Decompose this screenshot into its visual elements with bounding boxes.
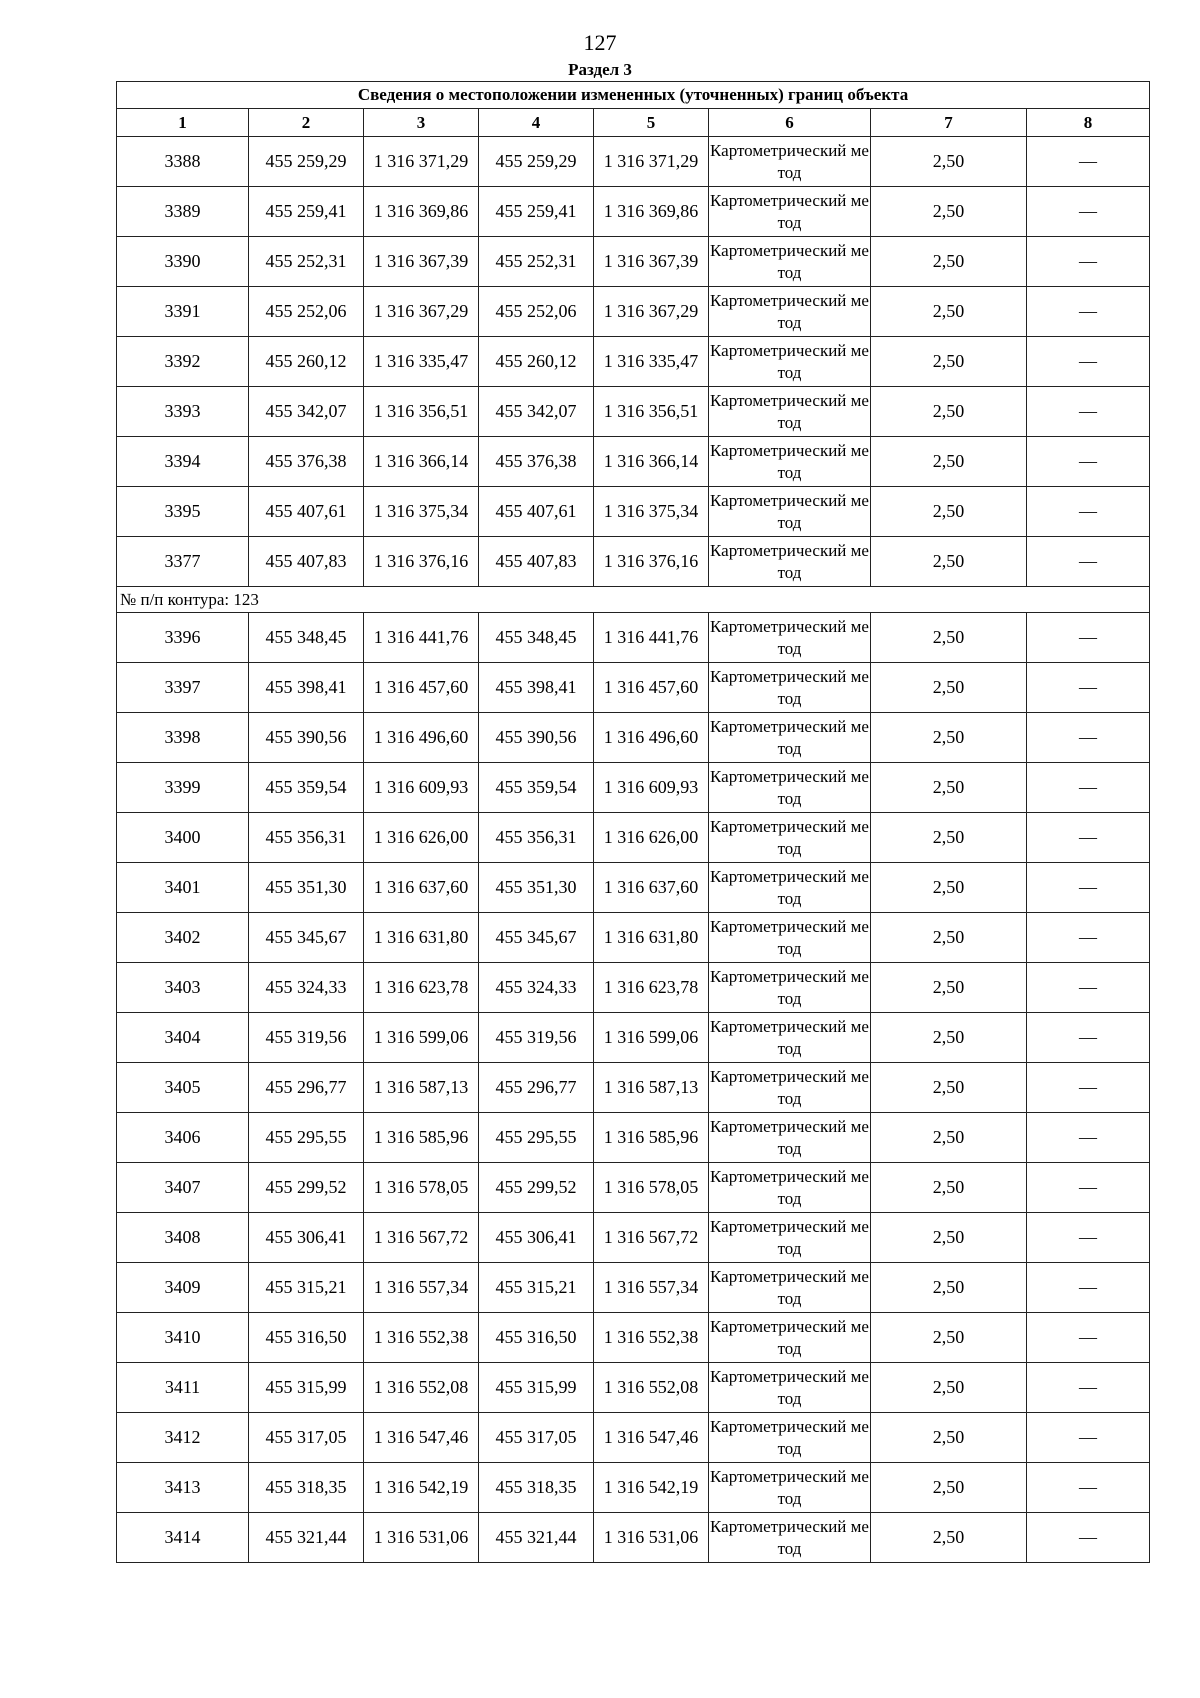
table-cell: 455 295,55	[249, 1113, 364, 1163]
table-cell: Картометрический метод	[709, 1463, 871, 1513]
table-cell: 1 316 567,72	[364, 1213, 479, 1263]
table-cell: 455 259,29	[479, 137, 594, 187]
table-cell: 455 342,07	[249, 387, 364, 437]
table-cell: Картометрический метод	[709, 963, 871, 1013]
table-row	[117, 1413, 1150, 1463]
table-row	[117, 1163, 1150, 1213]
table-cell: 1 316 587,13	[594, 1063, 709, 1113]
table-cell: 3399	[117, 763, 249, 813]
table-cell: 1 316 375,34	[594, 487, 709, 537]
table-cell: —	[1027, 763, 1150, 813]
table-cell: 455 348,45	[249, 613, 364, 663]
table-cell: 455 315,99	[249, 1363, 364, 1413]
table-cell: 2,50	[871, 1463, 1027, 1513]
column-header: 1	[117, 109, 249, 137]
table-cell: 455 317,05	[479, 1413, 594, 1463]
table-cell: 3390	[117, 237, 249, 287]
table-cell: 3402	[117, 913, 249, 963]
table-cell: —	[1027, 1363, 1150, 1413]
table-cell: 1 316 335,47	[364, 337, 479, 387]
table-cell: Картометрический метод	[709, 537, 871, 587]
table-cell: 3388	[117, 137, 249, 187]
table-cell: 2,50	[871, 1413, 1027, 1463]
table-cell: 1 316 552,08	[594, 1363, 709, 1413]
table-cell: Картометрический метод	[709, 1063, 871, 1113]
table-cell: 3406	[117, 1113, 249, 1163]
table-cell: 3408	[117, 1213, 249, 1263]
table-cell: —	[1027, 1013, 1150, 1063]
table-cell: Картометрический метод	[709, 1363, 871, 1413]
table-cell: 1 316 557,34	[594, 1263, 709, 1313]
page-number: 127	[583, 30, 617, 55]
table-cell: 1 316 557,34	[364, 1263, 479, 1313]
table-cell: Картометрический метод	[709, 663, 871, 713]
section-title: Раздел 3	[568, 60, 632, 79]
table-cell: 455 299,52	[249, 1163, 364, 1213]
table-cell: —	[1027, 287, 1150, 337]
coordinates-table	[116, 81, 1150, 1563]
table-cell: 455 351,30	[249, 863, 364, 913]
table-cell: 455 390,56	[249, 713, 364, 763]
table-cell: 3401	[117, 863, 249, 913]
contour-label-row	[117, 587, 1150, 613]
table-cell: 2,50	[871, 1013, 1027, 1063]
column-header: 6	[709, 109, 871, 137]
table-cell: Картометрический метод	[709, 763, 871, 813]
table-cell: 455 306,41	[249, 1213, 364, 1263]
table-row	[117, 537, 1150, 587]
table-cell: 2,50	[871, 437, 1027, 487]
table-cell: 1 316 367,29	[364, 287, 479, 337]
table-cell: 455 356,31	[479, 813, 594, 863]
table-cell: 1 316 547,46	[364, 1413, 479, 1463]
column-header: 8	[1027, 109, 1150, 137]
table-cell: 1 316 356,51	[364, 387, 479, 437]
table-row	[117, 1213, 1150, 1263]
table-cell: 2,50	[871, 813, 1027, 863]
table-cell: 455 359,54	[479, 763, 594, 813]
table-cell: 3398	[117, 713, 249, 763]
table-cell: 2,50	[871, 187, 1027, 237]
table-cell: 1 316 631,80	[364, 913, 479, 963]
table-cell: —	[1027, 187, 1150, 237]
table-cell: 1 316 376,16	[364, 537, 479, 587]
column-header: 5	[594, 109, 709, 137]
table-cell: 3407	[117, 1163, 249, 1213]
table-cell: 1 316 578,05	[364, 1163, 479, 1213]
table-cell: 3413	[117, 1463, 249, 1513]
table-cell: 1 316 441,76	[364, 613, 479, 663]
table-cell: Картометрический метод	[709, 913, 871, 963]
table-cell: 455 299,52	[479, 1163, 594, 1213]
table-cell: 455 351,30	[479, 863, 594, 913]
table-cell: 3400	[117, 813, 249, 863]
table-row	[117, 1063, 1150, 1113]
table-cell: 2,50	[871, 1263, 1027, 1313]
table-cell: 1 316 542,19	[594, 1463, 709, 1513]
table-cell: 2,50	[871, 713, 1027, 763]
table-row	[117, 337, 1150, 387]
table-cell: 455 359,54	[249, 763, 364, 813]
table-cell: 1 316 637,60	[594, 863, 709, 913]
table-cell: 1 316 496,60	[594, 713, 709, 763]
table-row	[117, 813, 1150, 863]
table-row	[117, 713, 1150, 763]
table-cell: 1 316 367,39	[364, 237, 479, 287]
table-cell: 1 316 367,39	[594, 237, 709, 287]
table-cell: 455 390,56	[479, 713, 594, 763]
table-row	[117, 1313, 1150, 1363]
table-cell: 1 316 552,38	[594, 1313, 709, 1363]
table-cell: 1 316 599,06	[594, 1013, 709, 1063]
table-cell: 455 315,21	[479, 1263, 594, 1313]
table-cell: 1 316 609,93	[364, 763, 479, 813]
table-cell: 3409	[117, 1263, 249, 1313]
table-cell: —	[1027, 237, 1150, 287]
table-cell: 2,50	[871, 913, 1027, 963]
table-cell: 3392	[117, 337, 249, 387]
table-cell: 3414	[117, 1513, 249, 1563]
table-cell: —	[1027, 437, 1150, 487]
table-cell: 1 316 552,38	[364, 1313, 479, 1363]
table-cell: 455 376,38	[479, 437, 594, 487]
table-cell: —	[1027, 1113, 1150, 1163]
table-cell: 3396	[117, 613, 249, 663]
table-row	[117, 1013, 1150, 1063]
table-cell: 1 316 366,14	[364, 437, 479, 487]
table-cell: —	[1027, 613, 1150, 663]
table-cell: Картометрический метод	[709, 387, 871, 437]
table-cell: 3412	[117, 1413, 249, 1463]
table-cell: Картометрический метод	[709, 187, 871, 237]
table-cell: 455 376,38	[249, 437, 364, 487]
table-cell: 1 316 356,51	[594, 387, 709, 437]
table-cell: 2,50	[871, 137, 1027, 187]
table-cell: 2,50	[871, 287, 1027, 337]
table-cell: 455 324,33	[249, 963, 364, 1013]
table-cell: 455 318,35	[479, 1463, 594, 1513]
table-cell: 3403	[117, 963, 249, 1013]
table-cell: 455 319,56	[479, 1013, 594, 1063]
table-cell: 455 407,83	[479, 537, 594, 587]
table-cell: 2,50	[871, 1113, 1027, 1163]
table-cell: 3393	[117, 387, 249, 437]
table-cell: 3377	[117, 537, 249, 587]
table-cell: 2,50	[871, 963, 1027, 1013]
table-cell: 455 398,41	[479, 663, 594, 713]
table-cell: —	[1027, 1413, 1150, 1463]
table-cell: 1 316 585,96	[364, 1113, 479, 1163]
table-row	[117, 763, 1150, 813]
table-row	[117, 1513, 1150, 1563]
table-cell: Картометрический метод	[709, 137, 871, 187]
table-cell: 455 252,06	[479, 287, 594, 337]
table-cell: Картометрический метод	[709, 863, 871, 913]
table-cell: —	[1027, 1263, 1150, 1313]
table-cell: 1 316 631,80	[594, 913, 709, 963]
table-cell: 455 319,56	[249, 1013, 364, 1063]
table-cell: 1 316 567,72	[594, 1213, 709, 1263]
table-cell: 1 316 335,47	[594, 337, 709, 387]
table-cell: 2,50	[871, 663, 1027, 713]
table-cell: Картометрический метод	[709, 813, 871, 863]
table-row	[117, 237, 1150, 287]
table-cell: 1 316 376,16	[594, 537, 709, 587]
table-cell: 455 407,61	[479, 487, 594, 537]
table-body	[117, 137, 1150, 1563]
table-cell: 455 407,61	[249, 487, 364, 537]
table-cell: 455 252,31	[479, 237, 594, 287]
table-cell: 2,50	[871, 863, 1027, 913]
table-cell: 1 316 369,86	[594, 187, 709, 237]
table-cell: 455 345,67	[479, 913, 594, 963]
table-cell: 3397	[117, 663, 249, 713]
table-row	[117, 287, 1150, 337]
table-cell: 455 259,41	[249, 187, 364, 237]
table-cell: —	[1027, 1513, 1150, 1563]
table-cell: 1 316 371,29	[594, 137, 709, 187]
table-row	[117, 1363, 1150, 1413]
table-cell: 3395	[117, 487, 249, 537]
table-cell: Картометрический метод	[709, 487, 871, 537]
table-cell: 455 306,41	[479, 1213, 594, 1263]
table-row	[117, 487, 1150, 537]
table-cell: —	[1027, 1313, 1150, 1363]
table-cell: 1 316 626,00	[364, 813, 479, 863]
column-header: 2	[249, 109, 364, 137]
table-cell: 1 316 441,76	[594, 613, 709, 663]
table-cell: —	[1027, 537, 1150, 587]
table-cell: 1 316 457,60	[364, 663, 479, 713]
table-cell: Картометрический метод	[709, 337, 871, 387]
table-cell: 455 316,50	[479, 1313, 594, 1363]
table-cell: Картометрический метод	[709, 287, 871, 337]
table-cell: 455 321,44	[479, 1513, 594, 1563]
table-cell: 455 315,21	[249, 1263, 364, 1313]
table-cell: Картометрический метод	[709, 1013, 871, 1063]
table-cell: 1 316 587,13	[364, 1063, 479, 1113]
table-cell: 1 316 585,96	[594, 1113, 709, 1163]
table-cell: 3394	[117, 437, 249, 487]
table-row	[117, 913, 1150, 963]
table-cell: 2,50	[871, 1213, 1027, 1263]
table-cell: —	[1027, 913, 1150, 963]
table-cell: 3389	[117, 187, 249, 237]
table-cell: 1 316 531,06	[364, 1513, 479, 1563]
table-cell: 1 316 366,14	[594, 437, 709, 487]
table-cell: 2,50	[871, 1163, 1027, 1213]
column-header: 7	[871, 109, 1027, 137]
table-cell: 455 324,33	[479, 963, 594, 1013]
table-cell: 455 345,67	[249, 913, 364, 963]
table-cell: Картометрический метод	[709, 1313, 871, 1363]
table-cell: 455 318,35	[249, 1463, 364, 1513]
table-cell: 1 316 623,78	[594, 963, 709, 1013]
table-cell: 455 316,50	[249, 1313, 364, 1363]
table-cell: 455 259,41	[479, 187, 594, 237]
table-cell: 2,50	[871, 1363, 1027, 1413]
table-cell: 455 398,41	[249, 663, 364, 713]
table-cell: Картометрический метод	[709, 1413, 871, 1463]
table-caption-row	[117, 82, 1150, 109]
table-cell: 1 316 369,86	[364, 187, 479, 237]
table-cell: 455 356,31	[249, 813, 364, 863]
table-cell: 455 260,12	[479, 337, 594, 387]
column-header-row	[117, 109, 1150, 137]
table-cell: 3410	[117, 1313, 249, 1363]
column-header: 4	[479, 109, 594, 137]
table-cell: Картометрический метод	[709, 1163, 871, 1213]
table-cell: Картометрический метод	[709, 237, 871, 287]
table-cell: 1 316 637,60	[364, 863, 479, 913]
table-cell: 3405	[117, 1063, 249, 1113]
table-cell: 455 342,07	[479, 387, 594, 437]
table-cell: 455 252,06	[249, 287, 364, 337]
table-row	[117, 663, 1150, 713]
table-cell: 1 316 609,93	[594, 763, 709, 813]
table-cell: 455 407,83	[249, 537, 364, 587]
table-cell: 455 296,77	[249, 1063, 364, 1113]
table-cell: 1 316 552,08	[364, 1363, 479, 1413]
table-cell: 455 295,55	[479, 1113, 594, 1163]
table-cell: 2,50	[871, 237, 1027, 287]
column-header: 3	[364, 109, 479, 137]
table-cell: —	[1027, 387, 1150, 437]
table-cell: 1 316 367,29	[594, 287, 709, 337]
table-cell: 1 316 547,46	[594, 1413, 709, 1463]
table-cell: 455 321,44	[249, 1513, 364, 1563]
table-cell: 455 317,05	[249, 1413, 364, 1463]
table-cell: Картометрический метод	[709, 1263, 871, 1313]
table-row	[117, 1463, 1150, 1513]
table-cell: —	[1027, 487, 1150, 537]
table-row	[117, 963, 1150, 1013]
table-cell: 2,50	[871, 613, 1027, 663]
table-cell: Картометрический метод	[709, 1113, 871, 1163]
table-cell: 455 315,99	[479, 1363, 594, 1413]
table-row	[117, 387, 1150, 437]
table-cell: 1 316 371,29	[364, 137, 479, 187]
table-cell: 455 348,45	[479, 613, 594, 663]
table-row	[117, 437, 1150, 487]
table-cell: —	[1027, 1163, 1150, 1213]
table-cell: 1 316 623,78	[364, 963, 479, 1013]
table-title: Сведения о местоположении измененных (уточненных) границ объекта	[117, 82, 1150, 109]
table-cell: —	[1027, 1063, 1150, 1113]
table-cell: 455 252,31	[249, 237, 364, 287]
table-cell: Картометрический метод	[709, 713, 871, 763]
table-cell: 1 316 496,60	[364, 713, 479, 763]
table-cell: 1 316 542,19	[364, 1463, 479, 1513]
table-cell: —	[1027, 813, 1150, 863]
table-cell: 2,50	[871, 1513, 1027, 1563]
table-row	[117, 137, 1150, 187]
table-cell: Картометрический метод	[709, 1213, 871, 1263]
table-cell: Картометрический метод	[709, 613, 871, 663]
table-row	[117, 187, 1150, 237]
table-cell: 455 259,29	[249, 137, 364, 187]
table-cell: Картометрический метод	[709, 1513, 871, 1563]
table-cell: 3404	[117, 1013, 249, 1063]
table-cell: —	[1027, 863, 1150, 913]
table-cell: 2,50	[871, 763, 1027, 813]
table-cell: 2,50	[871, 337, 1027, 387]
table-row	[117, 1113, 1150, 1163]
table-cell: —	[1027, 963, 1150, 1013]
table-cell: 1 316 578,05	[594, 1163, 709, 1213]
table-cell: 1 316 599,06	[364, 1013, 479, 1063]
table-cell: 2,50	[871, 387, 1027, 437]
table-cell: 3391	[117, 287, 249, 337]
table-cell: 455 296,77	[479, 1063, 594, 1113]
table-cell: —	[1027, 1463, 1150, 1513]
table-cell: 1 316 626,00	[594, 813, 709, 863]
table-cell: Картометрический метод	[709, 437, 871, 487]
table-cell: 2,50	[871, 1313, 1027, 1363]
contour-label: № п/п контура: 123	[117, 587, 1150, 613]
table-row	[117, 863, 1150, 913]
table-cell: 1 316 531,06	[594, 1513, 709, 1563]
table-cell: —	[1027, 337, 1150, 387]
table-cell: 1 316 457,60	[594, 663, 709, 713]
table-cell: 2,50	[871, 537, 1027, 587]
table-cell: —	[1027, 663, 1150, 713]
table-cell: —	[1027, 137, 1150, 187]
table-cell: 1 316 375,34	[364, 487, 479, 537]
table-row	[117, 613, 1150, 663]
table-cell: —	[1027, 1213, 1150, 1263]
table-cell: 2,50	[871, 1063, 1027, 1113]
table-cell: 3411	[117, 1363, 249, 1413]
table-cell: 2,50	[871, 487, 1027, 537]
table-row	[117, 1263, 1150, 1313]
table-cell: 455 260,12	[249, 337, 364, 387]
table-cell: —	[1027, 713, 1150, 763]
